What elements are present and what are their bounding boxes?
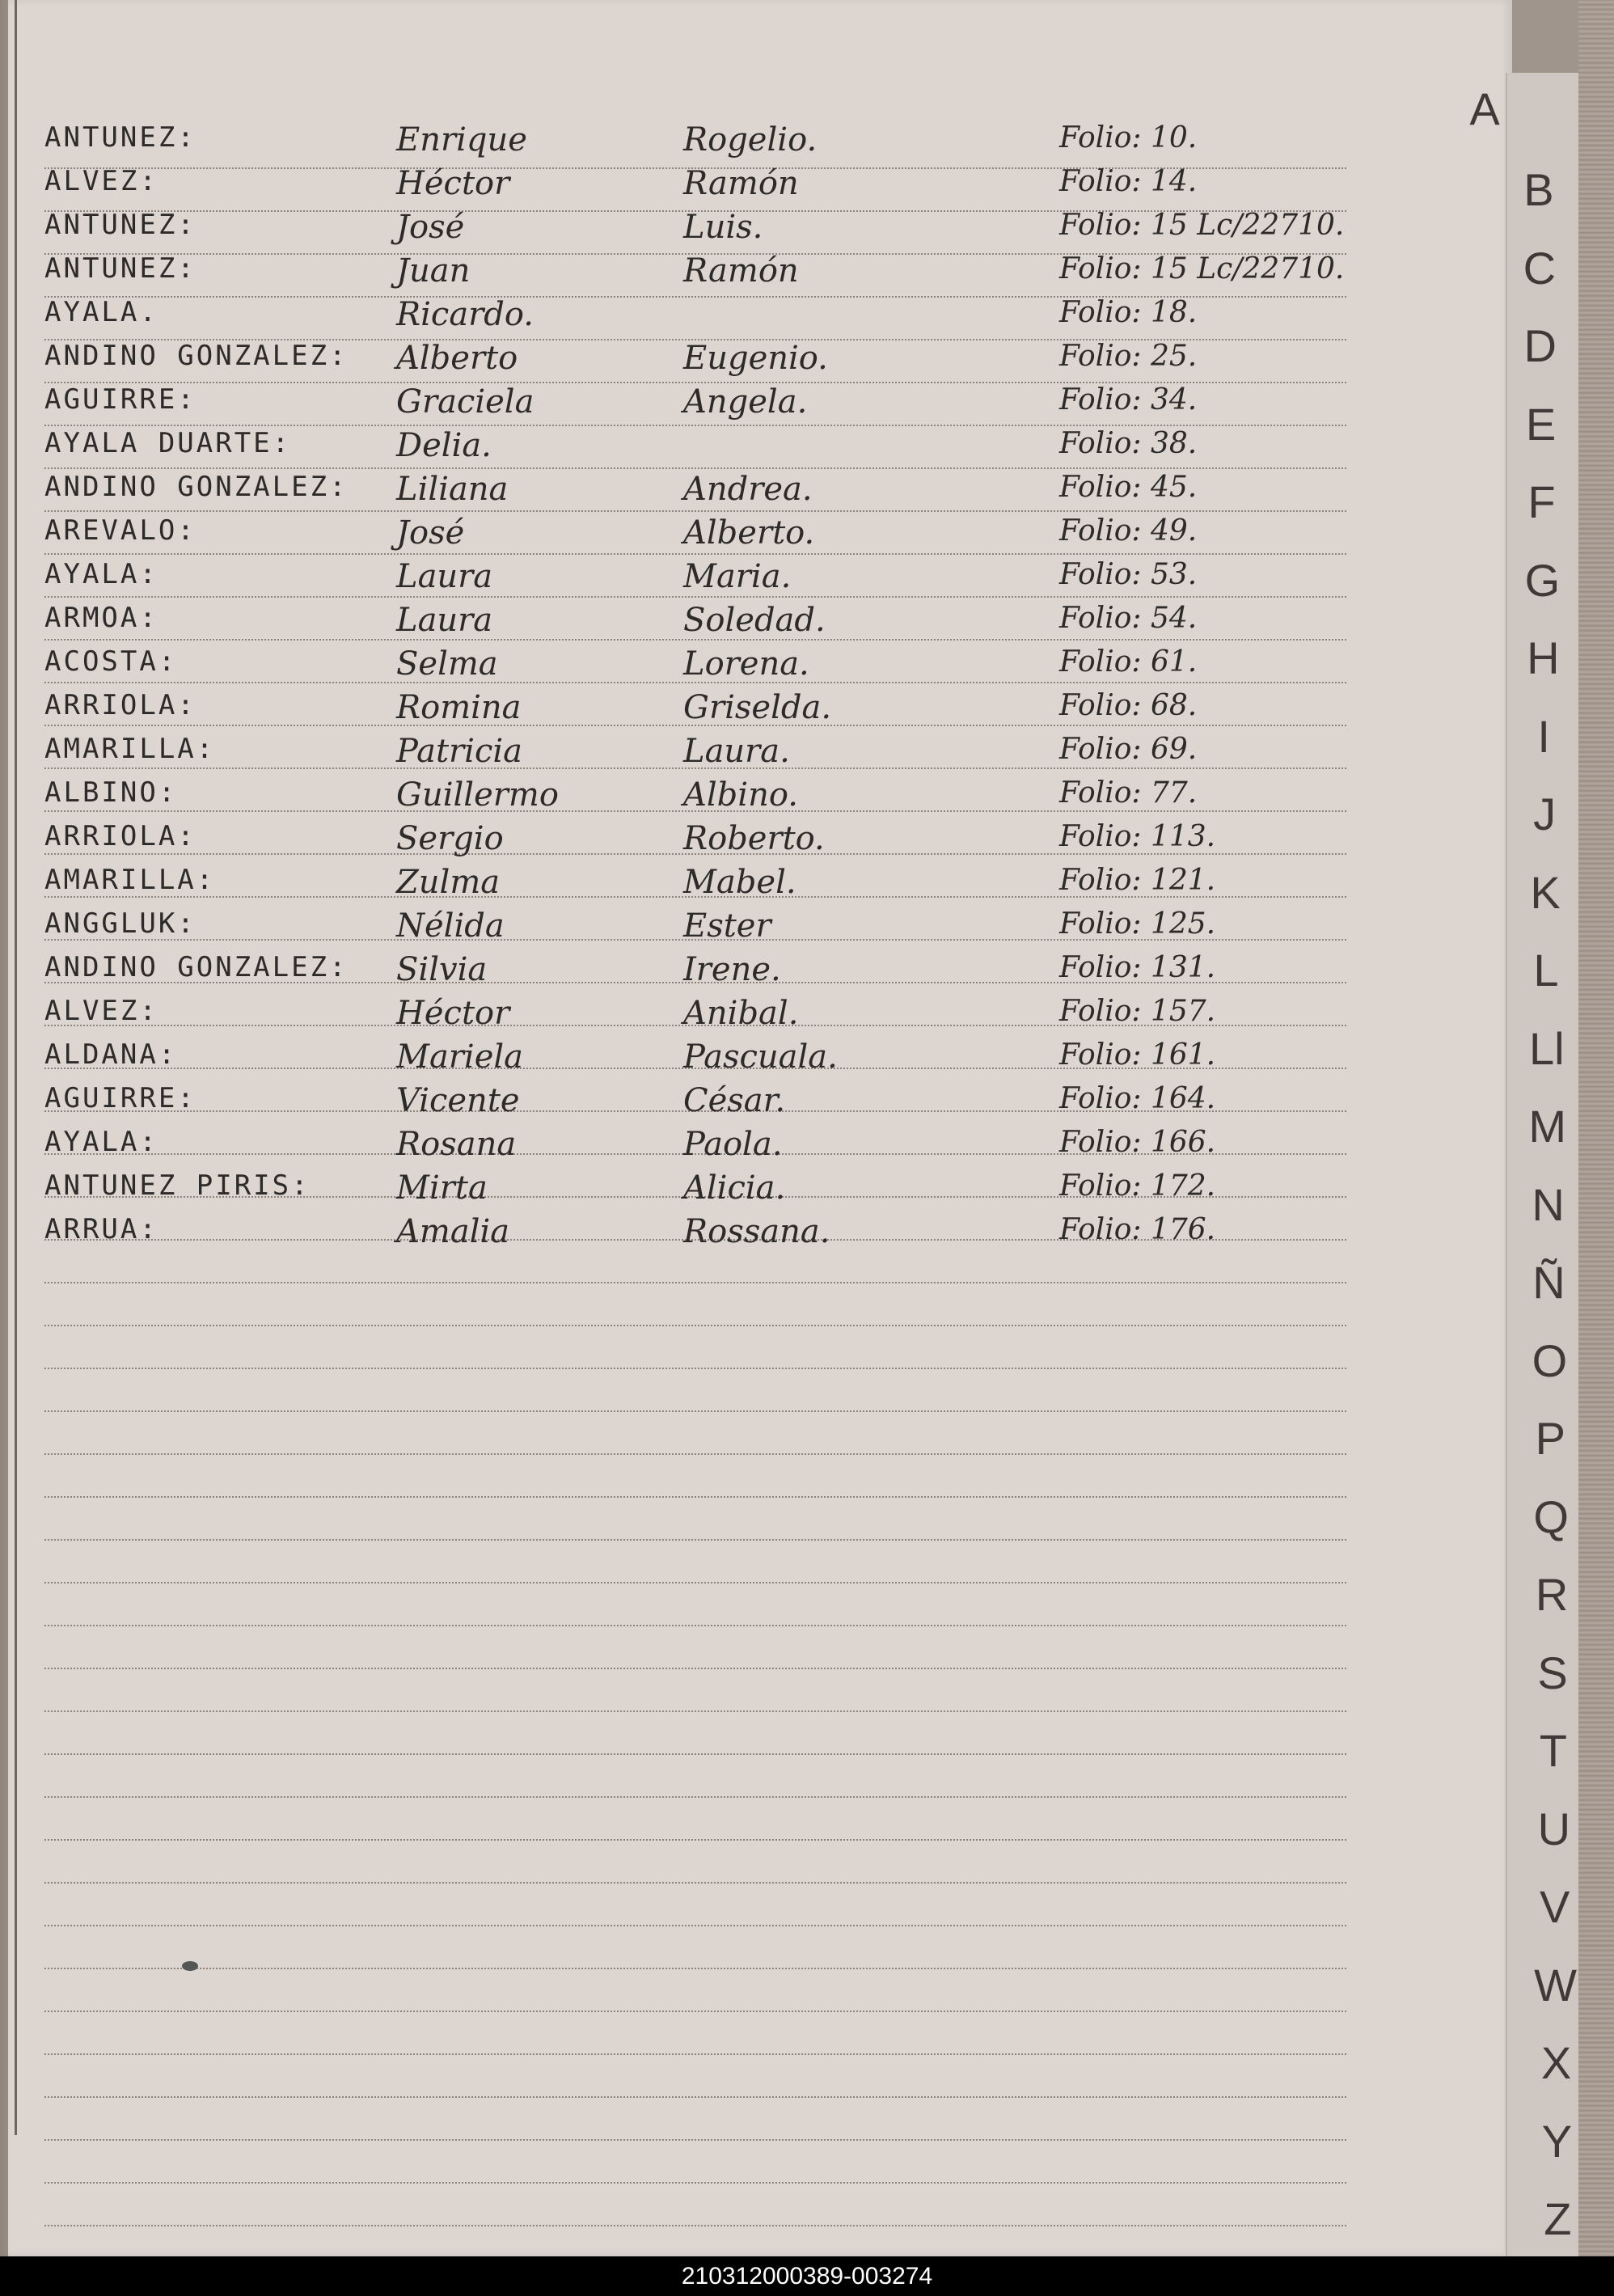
index-entry [8,165,1350,210]
entry-folio: Folio: 176. [1059,1213,1216,1246]
index-tab-x[interactable]: X [1540,2037,1572,2088]
entry-surname: ALBINO: [44,776,178,809]
index-tab-r[interactable]: R [1535,1569,1569,1620]
entry-surname: ACOSTA: [44,645,178,678]
entry-surname: ALVEZ: [44,165,158,197]
ruled-line [44,1325,1346,1326]
ruled-line [44,1539,1346,1541]
entry-folio: Folio: 15 Lc/22710. [1059,209,1345,242]
entry-second-name: Soledad. [683,602,826,639]
entry-second-name: Lorena. [683,645,809,683]
index-entry [8,252,1350,298]
entry-surname: AMARILLA: [44,864,216,896]
index-tab-f[interactable]: F [1527,476,1556,527]
ruled-line [44,1453,1346,1455]
ruled-line [44,1368,1346,1369]
entry-first-name: Selma [396,645,498,683]
index-tab-z[interactable]: Z [1544,2193,1572,2244]
entry-folio: Folio: 14. [1059,165,1198,198]
entry-surname: ANDINO GONZALEZ: [44,951,349,983]
entry-first-name: Rosana [396,1126,517,1163]
index-entry [8,558,1350,603]
index-entry [8,1082,1350,1127]
index-tab-q[interactable]: Q [1533,1490,1569,1542]
index-tab-h[interactable]: H [1527,632,1560,683]
entry-surname: ANTUNEZ: [44,209,196,241]
ruled-line [44,1882,1346,1884]
index-tab-c[interactable]: C [1523,242,1557,294]
entry-first-name: Héctor [396,995,510,1032]
entry-surname: ARMOA: [44,602,158,634]
entry-first-name: Guillermo [396,776,559,814]
entry-first-name: Liliana [396,471,509,508]
ruled-line [44,2011,1346,2012]
entry-second-name: Alberto. [683,514,815,552]
entry-surname: ANDINO GONZALEZ: [44,340,349,372]
index-tab-m[interactable]: M [1528,1101,1567,1152]
index-tab-w[interactable]: W [1534,1959,1578,2011]
index-entry [8,776,1350,822]
entry-second-name: Albino. [683,776,798,814]
entry-surname: AYALA. [44,296,158,328]
entry-folio: Folio: 61. [1059,645,1198,679]
ruled-line [44,1925,1346,1926]
entry-folio: Folio: 164. [1059,1082,1216,1115]
ruled-line [44,2139,1346,2141]
index-entry [8,209,1350,254]
index-tab-p[interactable]: P [1535,1413,1565,1464]
index-tab-v[interactable]: V [1540,1881,1570,1932]
index-entry [8,1038,1350,1084]
entry-second-name: Pascuala. [683,1038,838,1076]
entry-second-name: Mabel. [683,864,796,901]
ruled-line [44,1753,1346,1755]
entry-second-name: Anibal. [683,995,799,1032]
entry-second-name: César. [683,1082,786,1119]
index-entry [8,340,1350,385]
entry-folio: Folio: 34. [1059,383,1198,416]
entry-second-name: Eugenio. [683,340,828,377]
entry-surname: AYALA: [44,558,158,590]
index-entry [8,1169,1350,1215]
ruled-line [44,1796,1346,1798]
entry-surname: ANTUNEZ: [44,252,196,285]
entry-surname: ARRIOLA: [44,820,196,852]
entry-first-name: Ricardo. [396,296,534,333]
entry-folio: Folio: 69. [1059,733,1198,766]
entry-first-name: Zulma [396,864,501,901]
entry-second-name: Roberto. [683,820,825,857]
entry-second-name: Laura. [683,733,790,770]
entry-surname: AYALA: [44,1126,158,1158]
index-tab-ñ[interactable]: Ñ [1532,1257,1565,1308]
index-entry [8,296,1350,341]
entry-surname: AGUIRRE: [44,383,196,416]
index-tab-t[interactable]: T [1539,1725,1567,1776]
entry-folio: Folio: 25. [1059,340,1198,373]
index-tab-e[interactable]: E [1525,398,1557,450]
entry-folio: Folio: 125. [1059,907,1216,941]
entry-first-name: Mariela [396,1038,524,1076]
entry-surname: ANTUNEZ: [44,121,196,154]
entry-second-name: Ester [683,907,771,945]
index-entry [8,514,1350,560]
entry-folio: Folio: 45. [1059,471,1198,504]
entry-first-name: Delia. [396,427,492,464]
entry-first-name: Héctor [396,165,510,202]
entry-folio: Folio: 10. [1059,121,1198,154]
entry-second-name: Alicia. [683,1169,786,1207]
ruled-line [44,2053,1346,2055]
index-tab-i[interactable]: I [1537,710,1550,762]
ruled-line [44,2096,1346,2098]
entry-first-name: Enrique [396,121,527,159]
index-tab-d[interactable]: D [1523,320,1557,371]
index-tab-j[interactable]: J [1533,789,1557,839]
ruled-line [44,1582,1346,1584]
ink-smudge [182,1961,198,1971]
ruled-line [44,1668,1346,1669]
ruled-line [44,1496,1346,1498]
entry-folio: Folio: 68. [1059,689,1198,722]
ruled-line [44,2182,1346,2184]
entry-folio: Folio: 157. [1059,995,1216,1028]
entry-folio: Folio: 18. [1059,296,1198,329]
entry-folio: Folio: 53. [1059,558,1198,591]
entry-first-name: Nélida [396,907,505,945]
index-tab-y[interactable]: Y [1541,2115,1573,2167]
entry-first-name: Silvia [396,951,488,988]
index-entry [8,864,1350,909]
entry-second-name: Ramón [683,252,799,290]
index-entry [8,121,1350,167]
ruled-line [44,2225,1346,2226]
entry-second-name: Andrea. [683,471,813,508]
entry-folio: Folio: 77. [1059,776,1198,810]
entry-first-name: Sergio [396,820,504,857]
entry-folio: Folio: 49. [1059,514,1198,548]
entry-first-name: Graciela [396,383,534,421]
entry-second-name: Ramón [683,165,799,202]
entry-surname: AREVALO: [44,514,196,547]
index-entry [8,383,1350,429]
entry-second-name: Luis. [683,209,763,246]
ruled-line [44,1282,1346,1283]
entry-first-name: Romina [396,689,522,726]
entry-second-name: Griselda. [683,689,832,726]
ruled-line [44,1839,1346,1841]
index-entry [8,820,1350,865]
entry-first-name: Juan [396,252,471,290]
entry-second-name: Irene. [683,951,781,988]
index-entry [8,733,1350,778]
entry-first-name: Laura [396,558,493,595]
entry-first-name: José [396,514,465,552]
entry-first-name: Patricia [396,733,522,770]
index-entry [8,645,1350,691]
entry-first-name: Vicente [396,1082,520,1119]
index-entry [8,602,1350,647]
entry-surname: ANDINO GONZALEZ: [44,471,349,503]
index-tab-o[interactable]: O [1532,1334,1568,1386]
book-edge [1578,0,1614,2256]
entry-second-name: Paola. [683,1126,783,1163]
alphabet-index-strip [1506,73,1580,2256]
entry-folio: Folio: 54. [1059,602,1198,635]
entry-folio: Folio: 172. [1059,1169,1216,1203]
entry-folio: Folio: 38. [1059,427,1198,460]
entry-surname: ARRIOLA: [44,689,196,721]
index-tab-g[interactable]: G [1524,554,1561,606]
index-entry [8,1213,1350,1258]
entry-folio: Folio: 166. [1059,1126,1216,1159]
index-tab-u[interactable]: U [1537,1803,1571,1854]
entry-folio: Folio: 131. [1059,951,1216,984]
index-entry [8,427,1350,472]
index-tab-s[interactable]: S [1537,1647,1568,1698]
index-entry [8,995,1350,1040]
entry-first-name: Laura [396,602,493,639]
entry-surname: ARRUA: [44,1213,158,1245]
entry-folio: Folio: 121. [1059,864,1216,897]
entry-surname: AGUIRRE: [44,1082,196,1114]
index-entry [8,1126,1350,1171]
ruled-line [44,1410,1346,1412]
index-tab-k[interactable]: K [1530,866,1561,918]
index-tab-b[interactable]: B [1523,164,1554,215]
entry-first-name: Mirta [396,1169,488,1207]
index-tab-ll[interactable]: Ll [1529,1022,1565,1074]
entry-folio: Folio: 15 Lc/22710. [1059,252,1345,285]
entry-second-name: Rossana. [683,1213,830,1250]
entry-surname: ANTUNEZ PIRIS: [44,1169,311,1202]
index-entry [8,689,1350,734]
index-entry [8,907,1350,953]
index-tab-a[interactable]: A [1469,83,1500,134]
index-entry [8,951,1350,996]
ruled-line [44,1710,1346,1712]
entry-first-name: Alberto [396,340,518,377]
image-id-footer: 210312000389-003274 [0,2256,1614,2296]
index-tab-l[interactable]: L [1533,945,1559,996]
entry-second-name: Maria. [683,558,792,595]
entry-first-name: José [396,209,465,246]
ruled-line [44,1625,1346,1626]
entry-first-name: Amalia [396,1213,510,1250]
entry-folio: Folio: 113. [1059,820,1216,853]
notebook-page [8,0,1512,2256]
entry-second-name: Rogelio. [683,121,818,159]
entry-second-name: Angela. [683,383,808,421]
entry-surname: ALVEZ: [44,995,158,1027]
index-tab-n[interactable]: N [1532,1178,1565,1230]
entry-surname: ALDANA: [44,1038,178,1071]
ruled-line [44,1968,1346,1969]
entry-folio: Folio: 161. [1059,1038,1216,1072]
index-entry [8,471,1350,516]
entry-surname: AYALA DUARTE: [44,427,292,459]
entry-surname: ANGGLUK: [44,907,196,940]
entry-surname: AMARILLA: [44,733,216,765]
